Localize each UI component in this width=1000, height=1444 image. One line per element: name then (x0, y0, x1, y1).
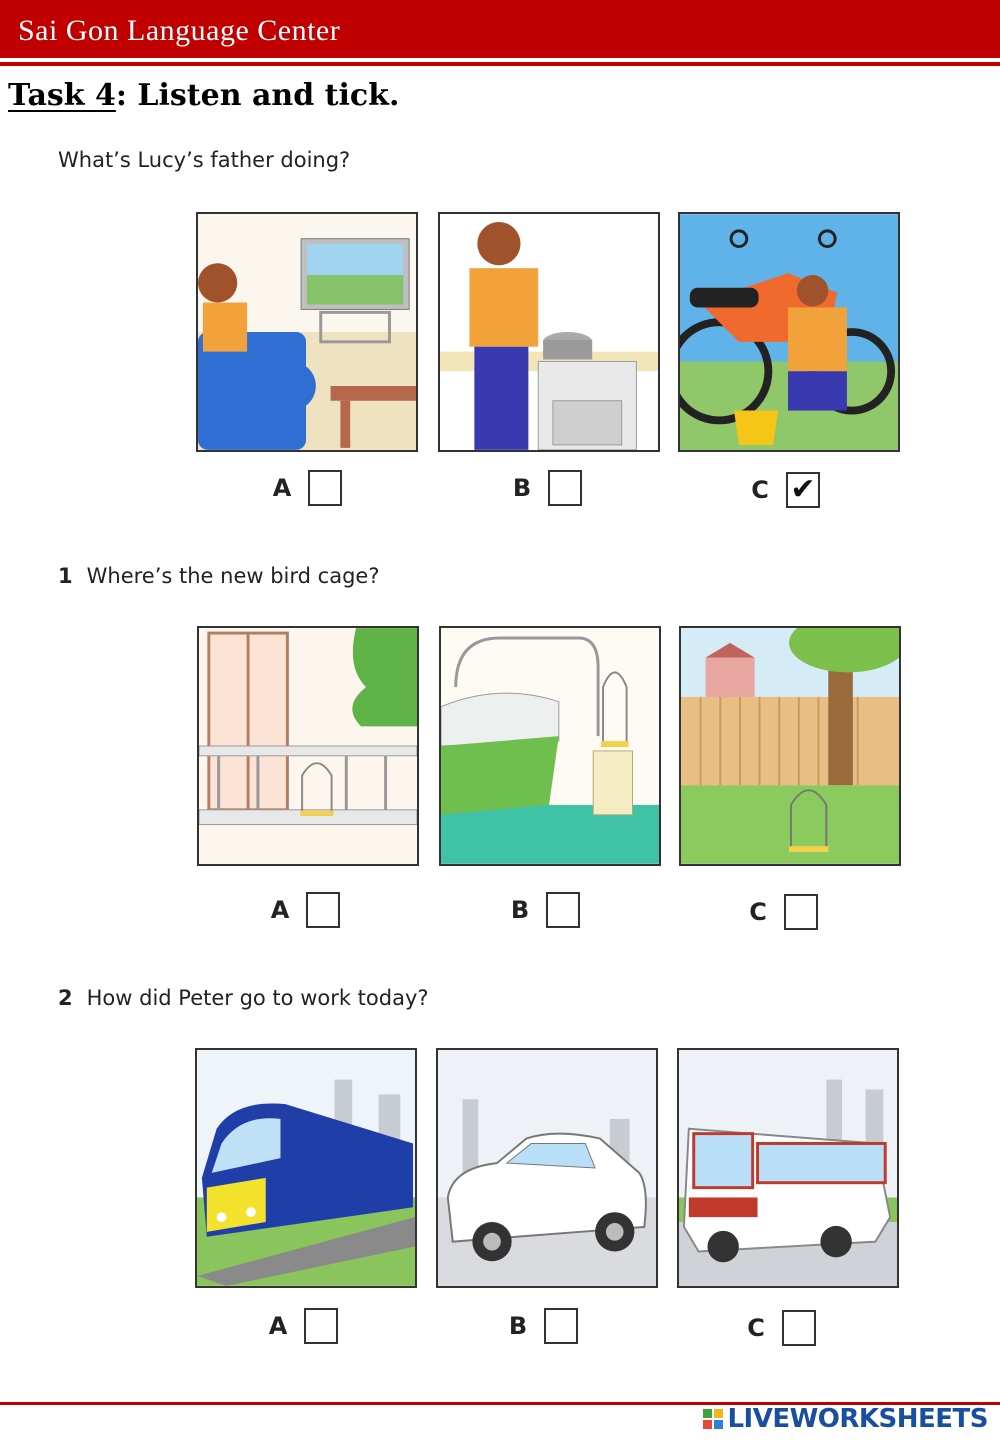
option-letter: B (510, 896, 530, 924)
question-text: What’s Lucy’s father doing? (58, 148, 351, 172)
task-instruction: : Listen and tick. (115, 78, 400, 113)
option-letter: B (508, 1312, 528, 1340)
check-mark-icon: ✔ (790, 473, 816, 506)
picture-example-a-watching-tv (196, 212, 418, 452)
picture-1-c-garden-cage (679, 626, 901, 866)
picture-1-a-balcony-cage (197, 626, 419, 866)
task-title (8, 78, 399, 113)
tick-box-1-c[interactable] (784, 894, 818, 930)
tick-box-example-a[interactable] (308, 470, 342, 506)
picture-2-b-car (436, 1048, 658, 1288)
option-1-b (510, 892, 580, 928)
tick-box-2-c[interactable] (782, 1310, 816, 1346)
picture-example-b-cooking (438, 212, 660, 452)
picture-example-c-washing-motorbike (678, 212, 900, 452)
question-text: How did Peter go to work today? (86, 986, 429, 1010)
option-example-b (512, 470, 582, 506)
question-number: 2 (58, 986, 73, 1010)
option-2-a (268, 1308, 338, 1344)
task-label: Task 4 (8, 78, 116, 113)
question-text: Where’s the new bird cage? (86, 564, 380, 588)
tick-box-2-a[interactable] (304, 1308, 338, 1344)
option-letter: A (272, 474, 292, 502)
option-1-a (270, 892, 340, 928)
liveworksheets-logo-icon (703, 1409, 723, 1429)
option-2-c (746, 1310, 816, 1346)
tick-box-1-b[interactable] (546, 892, 580, 928)
option-letter: A (270, 896, 290, 924)
option-letter: C (749, 898, 767, 926)
liveworksheets-logo (703, 1404, 988, 1434)
option-letter: C (747, 1314, 765, 1342)
liveworksheets-brand-text: LIVEWORKSHEETS (727, 1404, 988, 1434)
question-number: 1 (58, 564, 73, 588)
tick-box-2-b[interactable] (544, 1308, 578, 1344)
tick-box-1-a[interactable] (306, 892, 340, 928)
tick-box-example-c[interactable] (786, 472, 820, 508)
option-letter: C (751, 476, 769, 504)
header-bar (0, 0, 1000, 58)
picture-2-c-bus (677, 1048, 899, 1288)
option-example-c (750, 472, 820, 508)
header-title: Sai Gon Language Center (18, 14, 341, 47)
picture-2-a-train (195, 1048, 417, 1288)
question-1 (58, 564, 379, 588)
tick-box-example-b[interactable] (548, 470, 582, 506)
option-2-b (508, 1308, 578, 1344)
option-letter: A (268, 1312, 288, 1340)
option-1-c (748, 894, 818, 930)
question-2 (58, 986, 429, 1010)
picture-1-b-bedroom-cage (439, 626, 661, 866)
header-divider (0, 62, 1000, 66)
option-letter: B (512, 474, 532, 502)
option-example-a (272, 470, 342, 506)
question-example (58, 148, 350, 172)
